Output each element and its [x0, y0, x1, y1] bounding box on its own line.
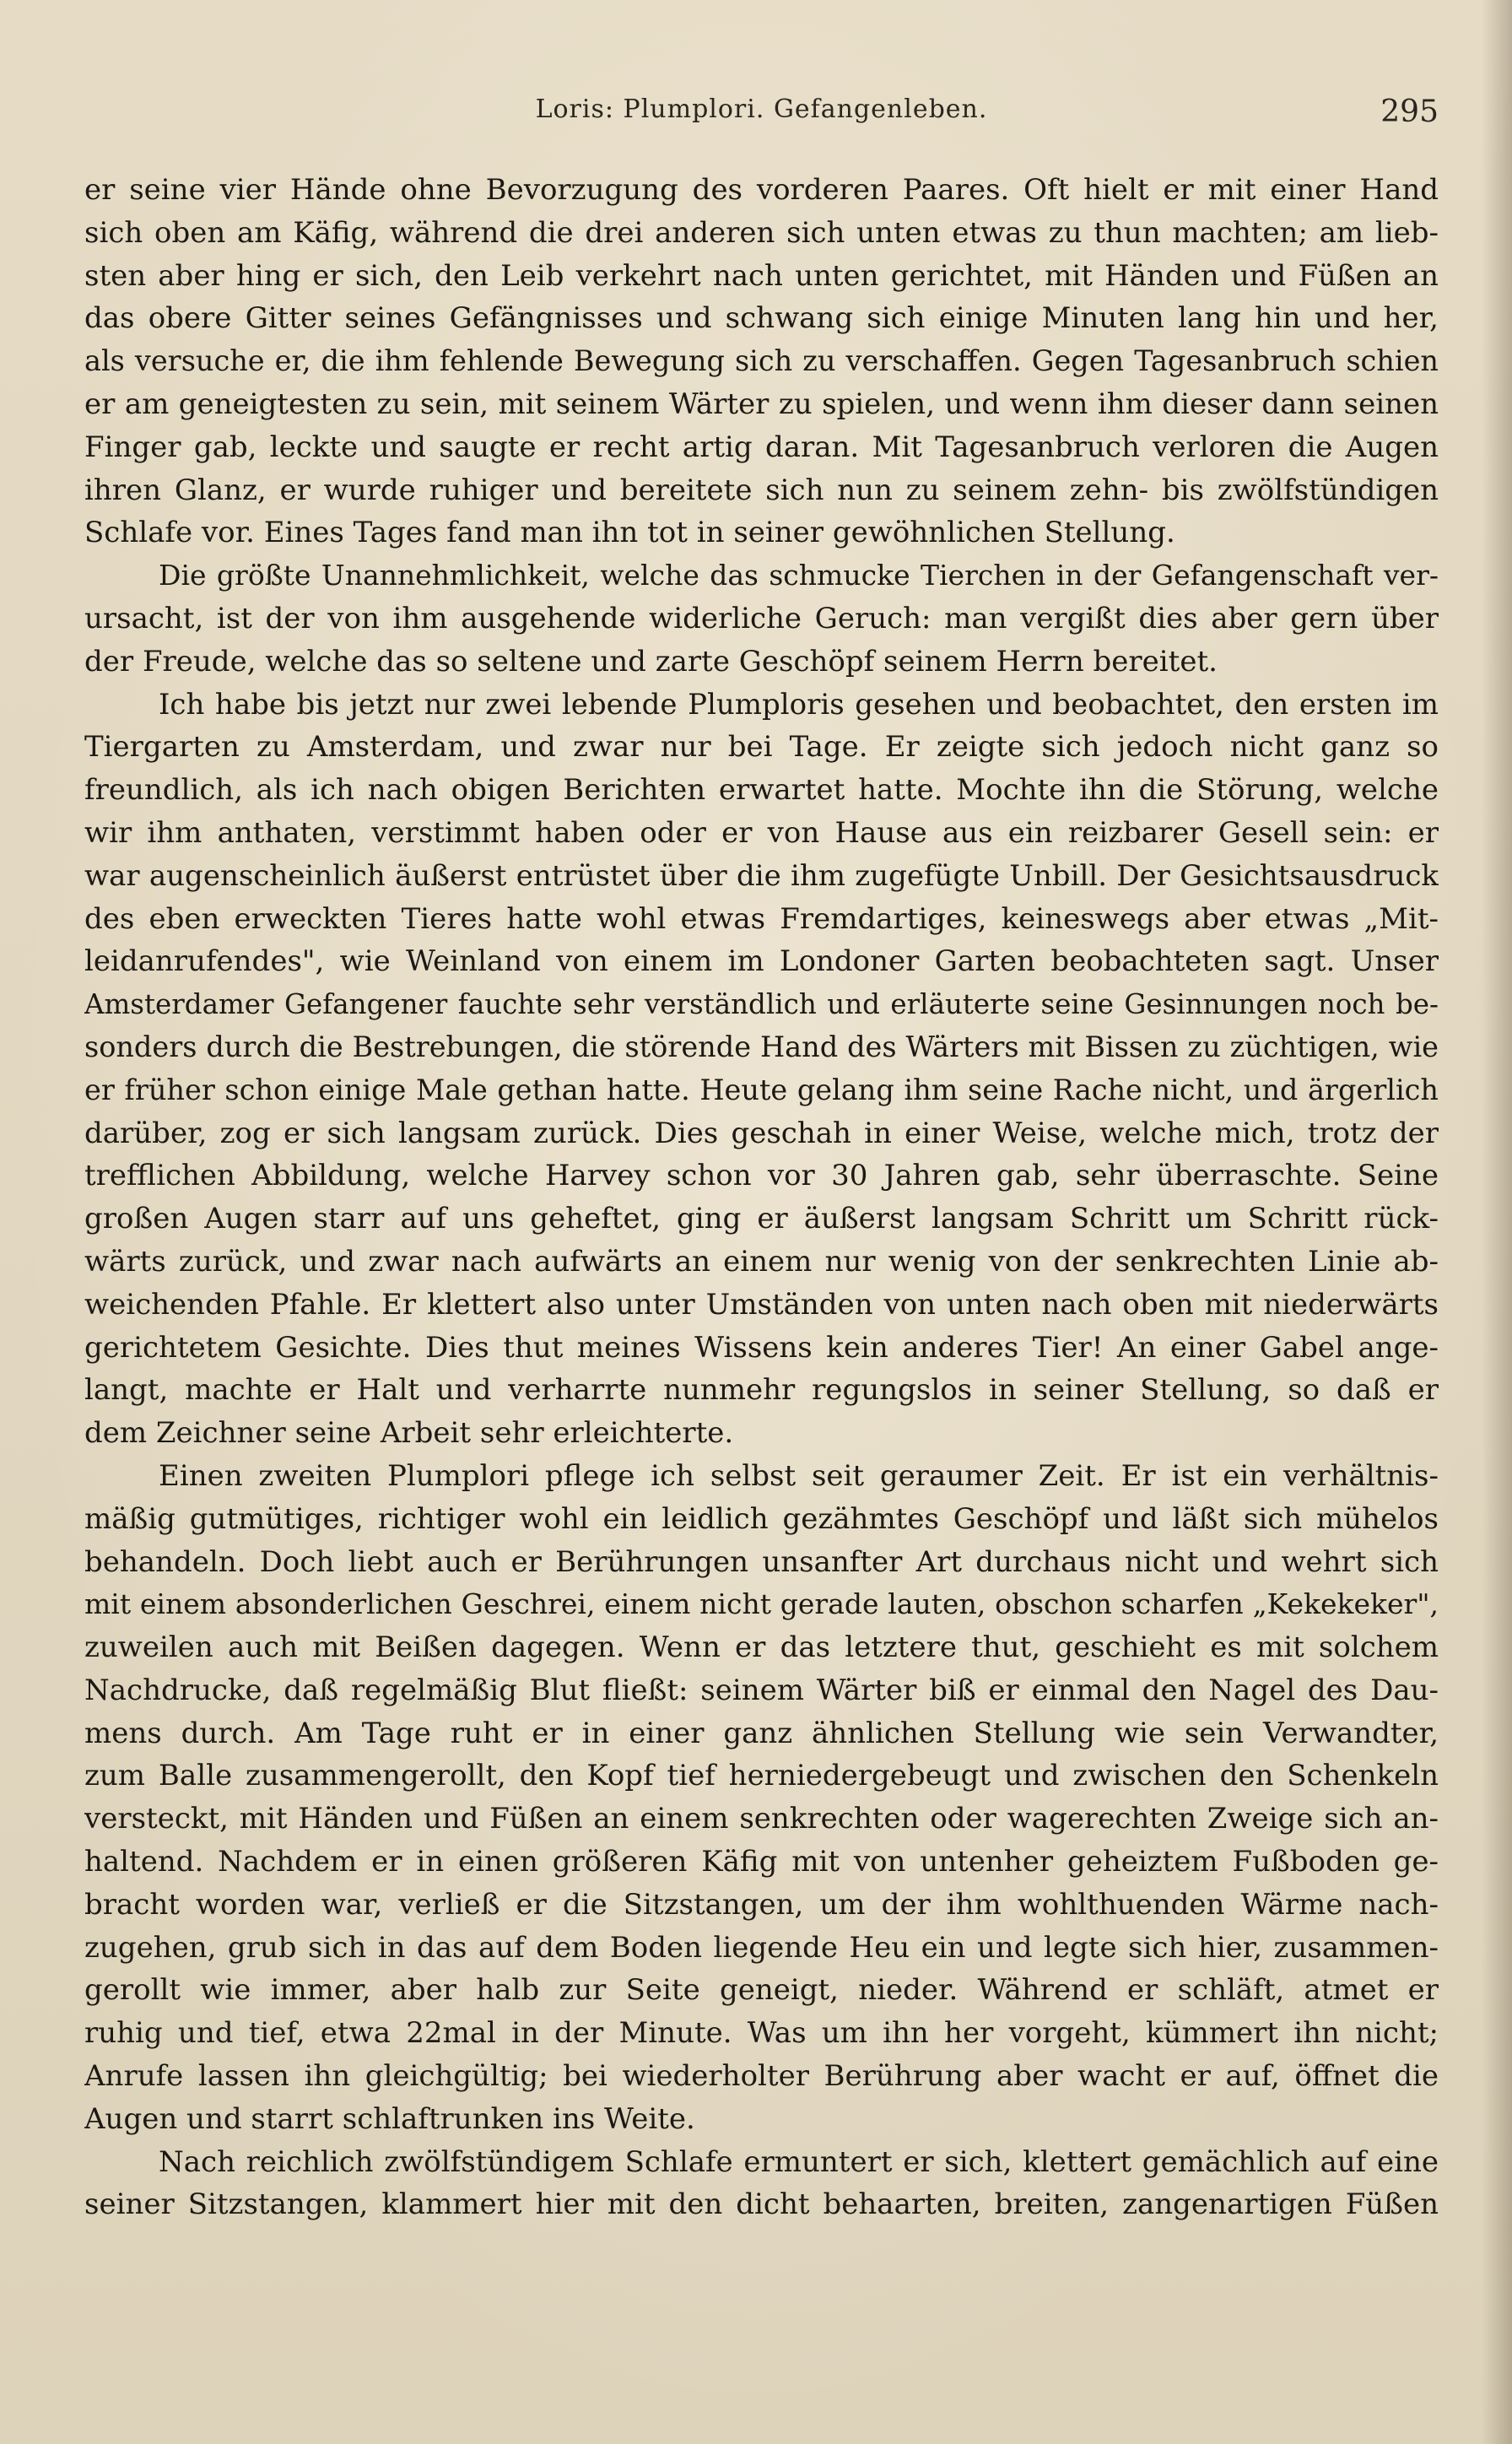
text-line: Nach reichlich zwölfstündigem Schlafe ermuntert er sich, klettert gemächlich auf eine: [159, 2144, 1439, 2179]
text-line: Einen zweiten Plumplori pflege ich selbst seit geraumer Zeit. Er ist ein verhältnis-: [159, 1458, 1439, 1493]
text-line: zugehen, grub sich in das auf dem Boden liegende Heu ein und legte sich hier, zusammen-: [84, 1930, 1439, 1965]
text-line: ursacht, ist der von ihm ausgehende widerliche Geruch: man vergißt dies aber gern über: [84, 601, 1439, 635]
text-line: Schlafe vor. Eines Tages fand man ihn tot in seiner gewöhnlichen Stellung.: [84, 516, 1175, 550]
text-line: großen Augen starr auf uns geheftet, ging er äußerst langsam Schritt um Schritt rück-: [84, 1202, 1439, 1236]
page-number: 295: [1380, 95, 1439, 129]
text-line: ihren Glanz, er wurde ruhiger und bereitete sich nun zu seinem zehn- bis zwölfstündigen: [84, 473, 1439, 507]
text-line: er früher schon einige Male gethan hatte. Heute gelang ihm seine Rache nicht, und ärgerlich: [84, 1073, 1439, 1106]
text-line: mens durch. Am Tage ruht er in einer ganz ähnlichen Stellung wie sein Verwandter,: [84, 1716, 1439, 1750]
text-line: gerichtetem Gesichte. Dies thut meines Wissens kein anderes Tier! An einer Gabel ange-: [84, 1330, 1439, 1365]
text-line: mäßig gutmütiges, richtiger wohl ein leidlich gezähmtes Geschöpf und läßt sich mühelos: [84, 1501, 1439, 1536]
page-header: [84, 95, 1439, 137]
text-line: trefflichen Abbildung, welche Harvey schon vor 30 Jahren gab, sehr überraschte. Seine: [84, 1159, 1439, 1193]
text-line: Tiergarten zu Amsterdam, und zwar nur bei Tage. Er zeigte sich jedoch nicht ganz so: [84, 730, 1439, 765]
text-line: behandeln. Doch liebt auch er Berührungen unsanfter Art durchaus nicht und wehrt sich: [84, 1544, 1439, 1579]
text-line: gerollt wie immer, aber halb zur Seite geneigt, nieder. Während er schläft, atmet er: [84, 1973, 1439, 2008]
page-edge-shadow: [1482, 0, 1512, 2444]
text-line: mit einem absonderlichen Geschrei, einem nicht gerade lauten, obschon scharfen „Kekekeker",: [84, 1587, 1439, 1621]
text-line: Nachdrucke, daß regelmäßig Blut fließt: seinem Wärter biß er einmal den Nagel des Dau-: [84, 1673, 1439, 1707]
text-line: als versuche er, die ihm fehlende Bewegung sich zu verschaffen. Gegen Tagesanbruch schien: [84, 344, 1439, 378]
text-line: Finger gab, leckte und saugte er recht artig daran. Mit Tagesanbruch verloren die Augen: [84, 430, 1439, 464]
text-line: sich oben am Käfig, während die drei anderen sich unten etwas zu thun machten; am lieb-: [84, 215, 1439, 250]
text-line: seiner Sitzstangen, klammert hier mit den dicht behaarten, breiten, zangenartigen Füßen: [84, 2187, 1439, 2222]
text-line: versteckt, mit Händen und Füßen an einem senkrechten oder wagerechten Zweige sich an-: [84, 1802, 1439, 1836]
text-line: sonders durch die Bestrebungen, die störende Hand des Wärters mit Bissen zu züchtigen, wie: [84, 1030, 1439, 1063]
text-line: Amsterdamer Gefangener fauchte sehr verständlich und erläuterte seine Gesinnungen noch be-: [84, 988, 1439, 1021]
text-line: sten aber hing er sich, den Leib verkehrt nach unten gerichtet, mit Händen und Füßen an: [84, 258, 1439, 293]
text-line: Anrufe lassen ihn gleichgültig; bei wiederholter Berührung aber wacht er auf, öffnet die: [84, 2059, 1439, 2094]
text-line: wärts zurück, und zwar nach aufwärts an einem nur wenig von der senkrechten Linie ab-: [84, 1244, 1439, 1279]
text-line: langt, machte er Halt und verharrte nunmehr regungslos in seiner Stellung, so daß er: [84, 1373, 1439, 1408]
text-line: ruhig und tief, etwa 22mal in der Minute. Was um ihn her vorgeht, kümmert ihn nicht;: [84, 2016, 1439, 2051]
text-line: darüber, zog er sich langsam zurück. Dies geschah in einer Weise, welche mich, trotz der: [84, 1116, 1439, 1150]
text-line: wir ihm anthaten, verstimmt haben oder er von Hause aus ein reizbarer Gesell sein: er: [84, 815, 1439, 850]
text-line: freundlich, als ich nach obigen Berichten erwartet hatte. Mochte ihn die Störung, welche: [84, 773, 1439, 808]
text-line: Ich habe bis jetzt nur zwei lebende Plumploris gesehen und beobachtet, den ersten im: [159, 687, 1439, 722]
text-line: er am geneigtesten zu sein, mit seinem Wärter zu spielen, und wenn ihm dieser dann seinen: [84, 387, 1439, 421]
text-line: Die größte Unannehmlichkeit, welche das schmucke Tierchen in der Gefangenschaft ver-: [159, 559, 1439, 592]
text-line: der Freude, welche das so seltene und zarte Geschöpf seinem Herrn bereitet.: [84, 644, 1218, 679]
text-line: dem Zeichner seine Arbeit sehr erleichterte.: [84, 1416, 734, 1451]
text-line: haltend. Nachdem er in einen größeren Käfig mit von untenher geheiztem Fußboden ge-: [84, 1845, 1439, 1879]
body-text: [84, 169, 1439, 2226]
text-line: leidanrufendes", wie Weinland von einem im Londoner Garten beobachteten sagt. Unser: [84, 944, 1439, 979]
text-line: zuweilen auch mit Beißen dagegen. Wenn er das letztere thut, geschieht es mit solchem: [84, 1630, 1439, 1665]
text-line: Augen und starrt schlaftrunken ins Weite.: [84, 2101, 695, 2136]
text-line: er seine vier Hände ohne Bevorzugung des vorderen Paares. Oft hielt er mit einer Hand: [84, 173, 1439, 207]
text-line: bracht worden war, verließ er die Sitzstangen, um der ihm wohlthuenden Wärme nach-: [84, 1887, 1439, 1922]
text-line: das obere Gitter seines Gefängnisses und schwang sich einige Minuten lang hin und her,: [84, 301, 1439, 336]
text-line: zum Balle zusammengerollt, den Kopf tief herniedergebeugt und zwischen den Schenkeln: [84, 1759, 1439, 1793]
text-line: des eben erweckten Tieres hatte wohl etwas Fremdartiges, keineswegs aber etwas „Mit-: [84, 901, 1439, 936]
text-line: weichenden Pfahle. Er klettert also unter Umständen von unten nach oben mit niederwärts: [84, 1287, 1439, 1322]
text-line: war augenscheinlich äußerst entrüstet über die ihm zugefügte Unbill. Der Gesichtsausdruck: [84, 858, 1439, 893]
running-title: Loris: Plumplori. Gefangenleben.: [535, 95, 988, 124]
